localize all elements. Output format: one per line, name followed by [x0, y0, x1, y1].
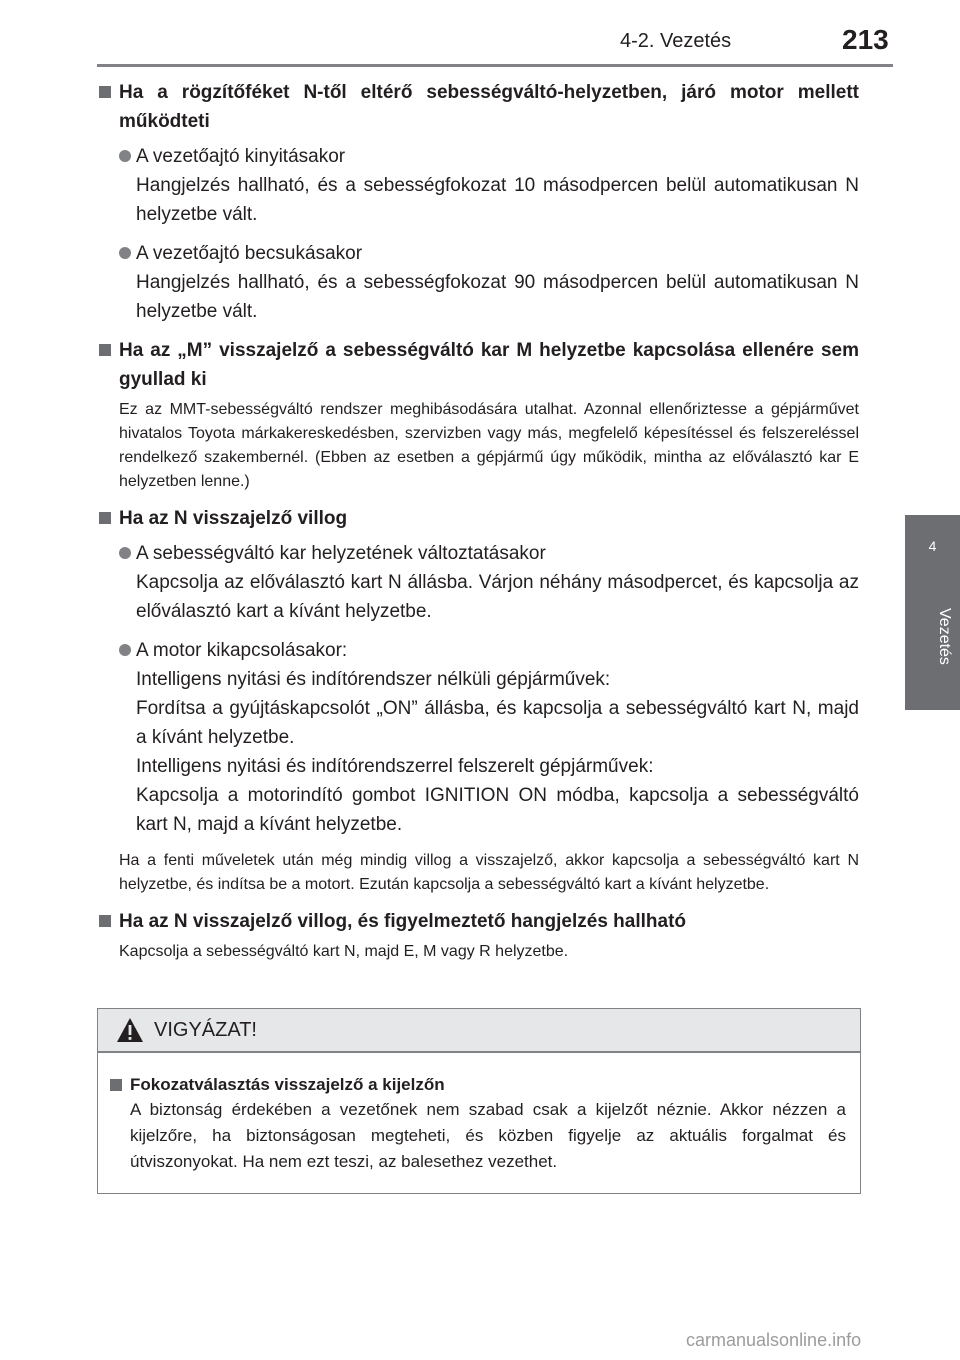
list-item: A vezetőajtó kinyitásakor Hangjelzés hallható, és a sebességfokozat 10 másodpercen belül automatikusan N helyzetbe vált.: [119, 142, 859, 229]
header-rule: [97, 64, 893, 67]
caution-header: [98, 1009, 860, 1053]
chapter-tab: [905, 515, 960, 595]
chapter-tab-label: Vezetés: [936, 608, 953, 665]
square-bullet-icon: [99, 915, 111, 927]
square-bullet-icon: [99, 512, 111, 524]
section-heading: Ha az „M” visszajelző a sebességváltó kar M helyzetbe kapcsolása ellenére sem gyullad ki: [97, 336, 859, 394]
caution-title: VIGYÁZAT!: [154, 1018, 257, 1041]
footer-watermark: carmanualsonline.info: [686, 1330, 862, 1350]
page-section-title: 4-2. Vezetés: [620, 30, 732, 52]
main-content: [97, 72, 859, 974]
circle-bullet-icon: [119, 547, 131, 559]
body-paragraph: Ha a fenti műveletek után még mindig villog a visszajelző, akkor kapcsolja a sebességváltó kart N helyzetbe, és indítsa be a motort. Ezután kapcsolja a sebességváltó kart a kívánt helyzetbe.: [119, 852, 859, 893]
caution-text: A biztonság érdekében a vezetőnek nem szabad csak a kijelzőt néznie. Akkor nézzen a kijelzőre, ha biztonságosan megteheti, és közben figyelje az aktuális forgalmat és útviszonyokat. Ha nem ezt teszi, az balesethez vezethet.: [130, 1100, 846, 1171]
list-item: A sebességváltó kar helyzetének változtatásakor Kapcsolja az előválasztó kart N állásba. Várjon néhány másodpercet, és kapcsolja az előválasztó kart a kívánt helyzetbe.: [119, 539, 859, 626]
circle-bullet-icon: [119, 247, 131, 259]
square-bullet-icon: [99, 86, 111, 98]
chapter-tab-number: 4: [928, 538, 937, 554]
section-n-indicator-blinks: [97, 504, 859, 897]
section-parking-brake: [97, 78, 859, 326]
square-bullet-icon: [110, 1079, 122, 1091]
caution-box: [97, 1008, 861, 1194]
caution-body: [98, 1053, 860, 1175]
section-n-indicator-buzzer: [97, 907, 859, 964]
page-number: 213: [842, 24, 889, 55]
square-bullet-icon: [99, 344, 111, 356]
warning-icon: [116, 1017, 144, 1043]
section-m-indicator: [97, 336, 859, 494]
section-heading: Ha az N visszajelző villog, és figyelmeztető hangjelzés hallható: [97, 907, 859, 936]
body-paragraph: Kapcsolja a sebességváltó kart N, majd E, M vagy R helyzetbe.: [119, 943, 569, 960]
list-item: A motor kikapcsolásakor: Intelligens nyitási és indítórendszer nélküli gépjárművek: Fordítsa a gyújtáskapcsolót „ON” állásba, és kapcsolja a sebességváltó kart N, majd a kívánt helyzetbe. Intelligens nyitási és indítórendszerrel felszerelt gépjárművek: Kapcsolja a motorindító gombot IGNITION ON módba, kapcsolja a sebességváltó kart N, majd a kívánt helyzetbe.: [119, 636, 859, 839]
caution-heading: Fokozatválasztás visszajelző a kijelzőn: [108, 1073, 846, 1097]
section-heading: Ha az N visszajelző villog: [97, 504, 859, 533]
circle-bullet-icon: [119, 644, 131, 656]
body-paragraph: Ez az MMT-sebességváltó rendszer meghibásodására utalhat. Azonnal ellenőriztesse a gépjárművet hivatalos Toyota márkakereskedésben, szervizben vagy más, megfelelő képesítéssel és felszereléssel rendelkező szakembernél. (Ebben az esetben a gépjármű úgy működik, mintha az előválasztó kar E helyzetben lenne.): [119, 401, 859, 490]
list-item: A vezetőajtó becsukásakor Hangjelzés hallható, és a sebességfokozat 90 másodpercen belül automatikusan N helyzetbe vált.: [119, 239, 859, 326]
section-heading: Ha a rögzítőféket N-től eltérő sebességváltó-helyzetben, járó motor mellett működteti: [97, 78, 859, 136]
circle-bullet-icon: [119, 150, 131, 162]
